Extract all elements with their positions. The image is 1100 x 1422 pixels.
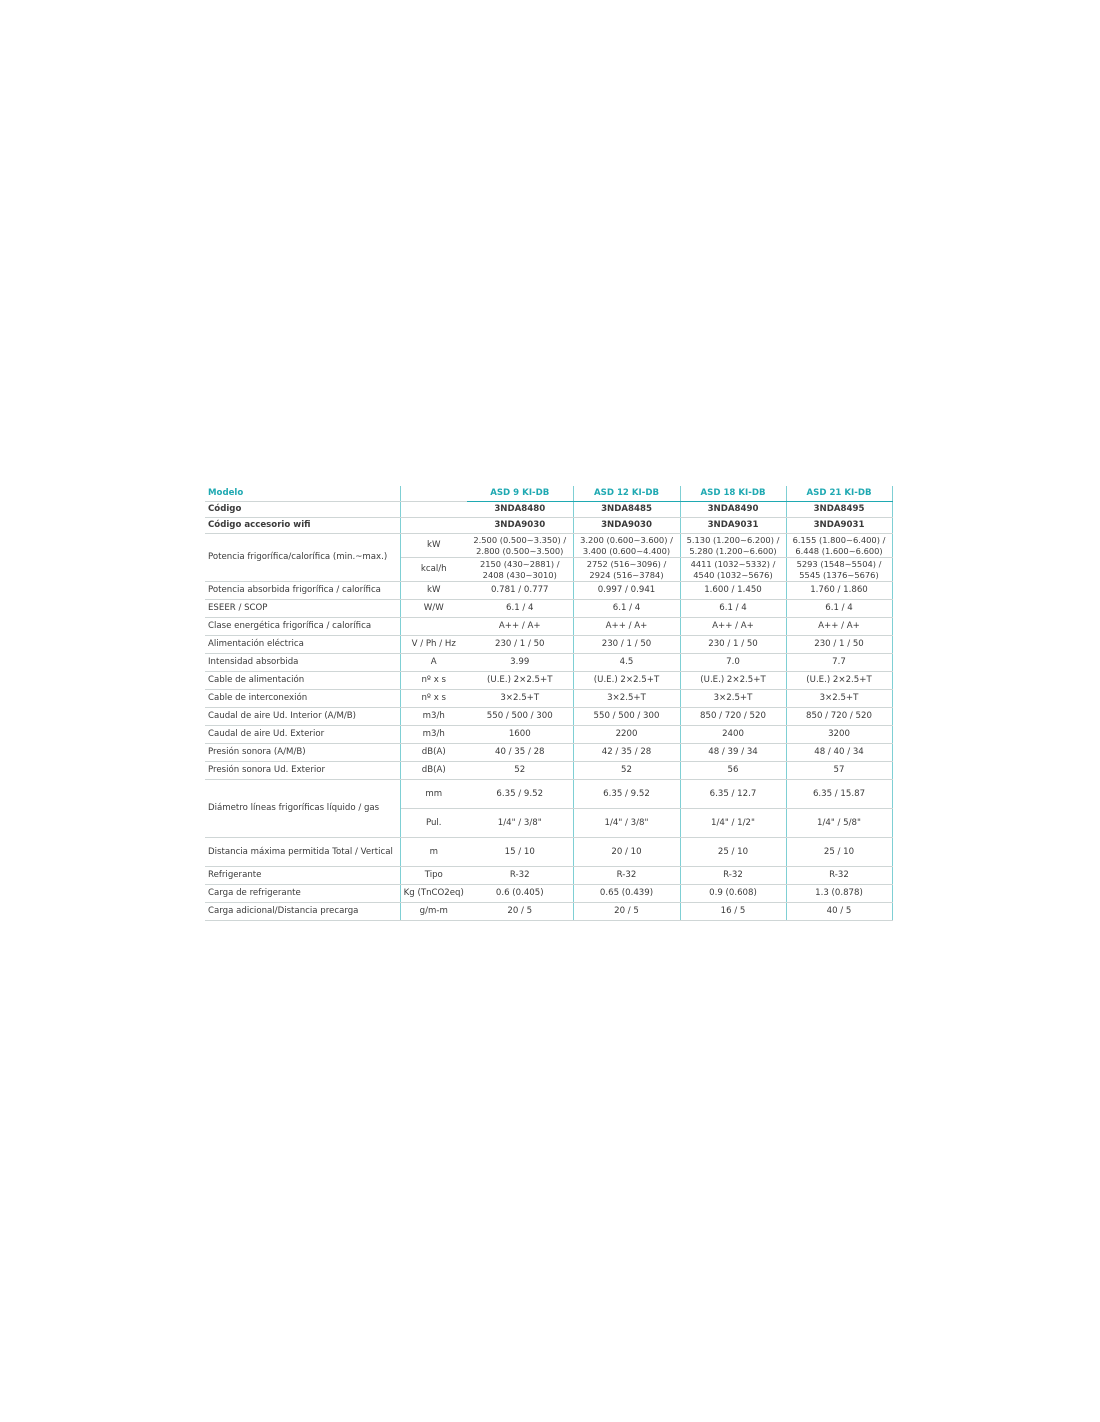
row-value: 3×2.5+T (786, 690, 892, 708)
row-value: 550 / 500 / 300 (573, 708, 680, 726)
carga-adic-row (205, 903, 892, 921)
row-value: 42 / 35 / 28 (573, 744, 680, 762)
unit-cell: g/m-m (400, 903, 467, 921)
row-value: 15 / 10 (467, 838, 573, 867)
diametro-pul-value: 1/4" / 3/8" (573, 809, 680, 838)
row-label: Caudal de aire Ud. Exterior (205, 726, 400, 744)
row-value: A++ / A+ (786, 618, 892, 636)
row-value: 7.7 (786, 654, 892, 672)
unit-cell: dB(A) (400, 744, 467, 762)
distancia-row (205, 838, 892, 867)
row-label: Presión sonora (A/M/B) (205, 744, 400, 762)
diametro-mm-row (205, 780, 892, 809)
row-value: A++ / A+ (573, 618, 680, 636)
diametro-mm-value: 6.35 / 9.52 (467, 780, 573, 809)
row-value: 0.9 (0.608) (680, 885, 786, 903)
codigo-value: 3NDA8490 (680, 502, 786, 518)
codigo-value: 3NDA8495 (786, 502, 892, 518)
row-label: Cable de alimentación (205, 672, 400, 690)
unit-cell: W/W (400, 600, 467, 618)
presion-ext-row (205, 762, 892, 780)
row-value: R-32 (680, 867, 786, 885)
row-value: 550 / 500 / 300 (467, 708, 573, 726)
row-value: 1600 (467, 726, 573, 744)
unit-cell: Kg (TnCO2eq) (400, 885, 467, 903)
codigo-label: Código (205, 502, 400, 518)
unit-cell: V / Ph / Hz (400, 636, 467, 654)
alimentacion-row (205, 636, 892, 654)
row-value: 1.760 / 1.860 (786, 582, 892, 600)
row-value: A++ / A+ (680, 618, 786, 636)
row-value: 6.1 / 4 (573, 600, 680, 618)
row-value: (U.E.) 2×2.5+T (680, 672, 786, 690)
spec-table (205, 486, 893, 921)
row-label: Distancia máxima permitida Total / Vertical (205, 838, 400, 867)
unit-cell: kW (400, 534, 467, 558)
row-value: 0.65 (0.439) (573, 885, 680, 903)
unit-cell: nº x s (400, 690, 467, 708)
clase-row (205, 618, 892, 636)
row-label: Intensidad absorbida (205, 654, 400, 672)
carga-row (205, 885, 892, 903)
potencia-label: Potencia frigorífica/calorífica (min.~max.) (205, 534, 400, 582)
row-value: (U.E.) 2×2.5+T (573, 672, 680, 690)
row-value: 230 / 1 / 50 (786, 636, 892, 654)
potencia-kw-value: 5.130 (1.200~6.200) / 5.280 (1.200~6.600) (680, 534, 786, 558)
potencia-kcal-value: 4411 (1032~5332) / 4540 (1032~5676) (680, 558, 786, 582)
row-label: Potencia absorbida frigorífica / calorífica (205, 582, 400, 600)
row-value: 20 / 10 (573, 838, 680, 867)
row-value: 7.0 (680, 654, 786, 672)
wifi-code: 3NDA9030 (573, 518, 680, 534)
potencia-kw-row (205, 534, 892, 558)
model-row (205, 486, 892, 502)
row-value: 4.5 (573, 654, 680, 672)
model-name: ASD 21 KI-DB (786, 486, 892, 502)
row-value: 1.600 / 1.450 (680, 582, 786, 600)
potencia-kcal-value: 2150 (430~2881) / 2408 (430~3010) (467, 558, 573, 582)
row-value: 6.1 / 4 (467, 600, 573, 618)
row-value: 1.3 (0.878) (786, 885, 892, 903)
row-value: 2400 (680, 726, 786, 744)
row-label: Cable de interconexión (205, 690, 400, 708)
unit-cell (400, 518, 467, 534)
row-value: R-32 (786, 867, 892, 885)
unit-cell: Tipo (400, 867, 467, 885)
row-label: Alimentación eléctrica (205, 636, 400, 654)
row-label: Carga adicional/Distancia precarga (205, 903, 400, 921)
row-value: 230 / 1 / 50 (680, 636, 786, 654)
row-value: 3×2.5+T (467, 690, 573, 708)
row-value: 52 (467, 762, 573, 780)
refrigerante-row (205, 867, 892, 885)
diametro-label: Diámetro líneas frigoríficas líquido / gas (205, 780, 400, 838)
row-value: 2200 (573, 726, 680, 744)
row-value: 6.1 / 4 (786, 600, 892, 618)
diametro-mm-value: 6.35 / 15.87 (786, 780, 892, 809)
presion-row (205, 744, 892, 762)
row-value: 0.781 / 0.777 (467, 582, 573, 600)
model-name: ASD 18 KI-DB (680, 486, 786, 502)
unit-cell: mm (400, 780, 467, 809)
model-name: ASD 12 KI-DB (573, 486, 680, 502)
diametro-pul-value: 1/4" / 5/8" (786, 809, 892, 838)
row-value: (U.E.) 2×2.5+T (467, 672, 573, 690)
caudal-int-row (205, 708, 892, 726)
row-value: 20 / 5 (467, 903, 573, 921)
cable-inter-row (205, 690, 892, 708)
unit-cell: kcal/h (400, 558, 467, 582)
wifi-label: Código accesorio wifi (205, 518, 400, 534)
unit-cell (400, 502, 467, 518)
row-value: 230 / 1 / 50 (467, 636, 573, 654)
row-value: 25 / 10 (786, 838, 892, 867)
row-value: 52 (573, 762, 680, 780)
row-value: 56 (680, 762, 786, 780)
row-value: R-32 (573, 867, 680, 885)
model-name: ASD 9 KI-DB (467, 486, 573, 502)
row-value: 850 / 720 / 520 (786, 708, 892, 726)
cable-alim-row (205, 672, 892, 690)
row-value: 3200 (786, 726, 892, 744)
row-value: 40 / 5 (786, 903, 892, 921)
wifi-code: 3NDA9030 (467, 518, 573, 534)
intensidad-row (205, 654, 892, 672)
row-label: Carga de refrigerante (205, 885, 400, 903)
unit-cell: m (400, 838, 467, 867)
row-value: 20 / 5 (573, 903, 680, 921)
row-value: 850 / 720 / 520 (680, 708, 786, 726)
unit-cell: m3/h (400, 726, 467, 744)
row-label: ESEER / SCOP (205, 600, 400, 618)
caudal-ext-row (205, 726, 892, 744)
diametro-pul-value: 1/4" / 1/2" (680, 809, 786, 838)
row-value: 48 / 40 / 34 (786, 744, 892, 762)
codigo-value: 3NDA8480 (467, 502, 573, 518)
potencia-kw-value: 3.200 (0.600~3.600) / 3.400 (0.600~4.400) (573, 534, 680, 558)
row-label: Caudal de aire Ud. Interior (A/M/B) (205, 708, 400, 726)
row-label: Refrigerante (205, 867, 400, 885)
potencia-kcal-value: 2752 (516~3096) / 2924 (516~3784) (573, 558, 680, 582)
diametro-mm-value: 6.35 / 12.7 (680, 780, 786, 809)
codigo-row (205, 502, 892, 518)
unit-cell (400, 486, 467, 502)
wifi-code: 3NDA9031 (786, 518, 892, 534)
row-label: Presión sonora Ud. Exterior (205, 762, 400, 780)
diametro-pul-value: 1/4" / 3/8" (467, 809, 573, 838)
potencia-kw-value: 2.500 (0.500~3.350) / 2.800 (0.500~3.500) (467, 534, 573, 558)
row-value: 3.99 (467, 654, 573, 672)
row-value: 57 (786, 762, 892, 780)
row-value: (U.E.) 2×2.5+T (786, 672, 892, 690)
row-value: 6.1 / 4 (680, 600, 786, 618)
potencia-kcal-value: 5293 (1548~5504) / 5545 (1376~5676) (786, 558, 892, 582)
codigo-value: 3NDA8485 (573, 502, 680, 518)
row-value: 0.997 / 0.941 (573, 582, 680, 600)
row-value: R-32 (467, 867, 573, 885)
row-value: 0.6 (0.405) (467, 885, 573, 903)
row-value: 16 / 5 (680, 903, 786, 921)
row-value: A++ / A+ (467, 618, 573, 636)
unit-cell: A (400, 654, 467, 672)
unit-cell: kW (400, 582, 467, 600)
row-value: 230 / 1 / 50 (573, 636, 680, 654)
unit-cell: m3/h (400, 708, 467, 726)
row-value: 3×2.5+T (680, 690, 786, 708)
unit-cell (400, 618, 467, 636)
modelo-label: Modelo (205, 486, 400, 502)
eseer-row (205, 600, 892, 618)
row-value: 25 / 10 (680, 838, 786, 867)
row-value: 40 / 35 / 28 (467, 744, 573, 762)
row-value: 48 / 39 / 34 (680, 744, 786, 762)
unit-cell: dB(A) (400, 762, 467, 780)
unit-cell: nº x s (400, 672, 467, 690)
diametro-mm-value: 6.35 / 9.52 (573, 780, 680, 809)
unit-cell: Pul. (400, 809, 467, 838)
row-value: 3×2.5+T (573, 690, 680, 708)
wifi-row (205, 518, 892, 534)
potencia-kw-value: 6.155 (1.800~6.400) / 6.448 (1.600~6.600) (786, 534, 892, 558)
row-label: Clase energética frigorífica / calorífica (205, 618, 400, 636)
wifi-code: 3NDA9031 (680, 518, 786, 534)
absorbida-row (205, 582, 892, 600)
